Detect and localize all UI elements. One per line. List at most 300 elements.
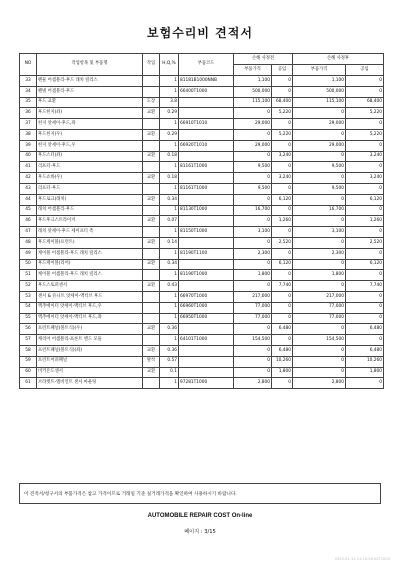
cell-hq: 0.1 (160, 367, 179, 378)
cell-code (179, 367, 234, 378)
cell-no: 46 (20, 216, 37, 227)
cell-item: 래치 앗세이-후드 세이프티 측 (37, 227, 143, 238)
cell-code: 81150T1000 (179, 227, 234, 238)
cell-no: 47 (20, 227, 37, 238)
cell-l2: 0 (346, 248, 384, 259)
cell-hq: 1 (160, 119, 179, 130)
cell-l1: 0 (272, 313, 293, 324)
cell-l1: 0 (272, 76, 293, 87)
header-price-after: 부품가격 (293, 65, 346, 76)
cell-p1: 1,800 (234, 270, 272, 281)
cell-p2: 0 (293, 108, 346, 119)
cell-work (143, 183, 160, 194)
cell-l1: 3,240 (272, 151, 293, 162)
cell-p1: 9,500 (234, 162, 272, 173)
header-after: 손해 사정후 (293, 54, 384, 65)
cell-item: 비키온도센서 (37, 367, 143, 378)
cell-p1: 3,100 (234, 227, 272, 238)
table-row (20, 108, 384, 119)
table-row (20, 291, 384, 302)
cell-hq: 1 (160, 291, 179, 302)
table-row (20, 345, 384, 356)
cell-code (179, 324, 234, 335)
cell-hq: 0.18 (160, 151, 179, 162)
cell-item: 프런트어퍼패널 (37, 356, 143, 367)
cell-work: 교환 (143, 108, 160, 119)
cell-item: 케이블 어셈블리-후드 래치 릴리스 (37, 270, 143, 281)
cell-hq: 1 (160, 378, 179, 389)
cell-item: 케이블 어셈블리-후드 래치 릴리스 (37, 248, 143, 259)
cell-item: 힌지 앗세이-후드,우 (37, 140, 143, 151)
table-row (20, 119, 384, 130)
cell-l2: 0 (346, 227, 384, 238)
cell-p2: 0 (293, 281, 346, 292)
header-no: NO (20, 54, 37, 76)
cell-work: 교환 (143, 129, 160, 140)
cell-code: 81130T1000 (179, 205, 234, 216)
table-row (20, 335, 384, 346)
cell-p1: 0 (234, 108, 272, 119)
cell-l2: 68,400 (346, 97, 384, 108)
cell-work: 탈착 (143, 356, 160, 367)
cell-work: 교환 (143, 173, 160, 184)
cell-l2: 0 (346, 86, 384, 97)
cell-p2: 1,100 (293, 76, 346, 87)
header-price-before: 부품가격 (234, 65, 272, 76)
cell-l2: 0 (346, 291, 384, 302)
cell-code: 64101T1000 (179, 335, 234, 346)
cell-no: 58 (20, 345, 37, 356)
cell-l2: 0 (346, 270, 384, 281)
cell-p2: 0 (293, 356, 346, 367)
cell-p2: 0 (293, 259, 346, 270)
cell-hq: 1 (160, 86, 179, 97)
cell-item: 후드로크(래치) (37, 194, 143, 205)
cell-l1: 0 (272, 335, 293, 346)
cell-hq: 1 (160, 270, 179, 281)
table-row (20, 162, 384, 173)
cell-item: 리프터-후드 (37, 162, 143, 173)
cell-hq: 1 (160, 302, 179, 313)
cell-l1: 7,740 (272, 281, 293, 292)
cell-hq: 0.36 (160, 345, 179, 356)
cell-p2: 1,800 (293, 270, 346, 281)
cell-hq: 1 (160, 313, 179, 324)
cell-code (179, 281, 234, 292)
header-labor-after: 공임 (346, 65, 384, 76)
cell-no: 51 (20, 270, 37, 281)
estimate-table (19, 53, 384, 389)
page-number: 페이지 : 3/15 (184, 529, 216, 535)
cell-l2: 6,480 (346, 345, 384, 356)
cell-hq: 1 (160, 76, 179, 87)
cell-p2: 0 (293, 151, 346, 162)
page-title: 보험수리비 견적서 (147, 26, 253, 40)
cell-p1: 500,000 (234, 86, 272, 97)
cell-work (143, 313, 160, 324)
cell-l2: 1,800 (346, 367, 384, 378)
cell-work: 교환 (143, 367, 160, 378)
cell-item: 액추에이터 앗세이-액티브 후드,우 (37, 302, 143, 313)
cell-l2: 10,260 (346, 356, 384, 367)
header-item: 작업항목 및 부품명 (37, 54, 143, 76)
cell-l1: 6,120 (272, 259, 293, 270)
cell-no: 39 (20, 140, 37, 151)
cell-l1: 0 (272, 86, 293, 97)
cell-hq: 0.34 (160, 259, 179, 270)
table-row (20, 76, 384, 87)
cell-l2: 0 (346, 162, 384, 173)
cell-l2: 6,120 (346, 194, 384, 205)
cell-p1: 0 (234, 173, 272, 184)
cell-l2: 7,740 (346, 281, 384, 292)
cell-item: 펜듈 어셈블리-후드 래치 릴리스 (37, 76, 143, 87)
cell-no: 43 (20, 183, 37, 194)
cell-l2: 0 (346, 335, 384, 346)
cell-p1: 29,000 (234, 119, 272, 130)
cell-code (179, 345, 234, 356)
cell-item: 후드스터(좌) (37, 151, 143, 162)
table-row (20, 227, 384, 238)
cell-no: 40 (20, 151, 37, 162)
cell-p1: 0 (234, 129, 272, 140)
cell-p2: 16,700 (293, 205, 346, 216)
footer-title: AUTOMOBILE REPAIR COST On-line (147, 513, 253, 519)
cell-p1: 115,100 (234, 97, 272, 108)
cell-l1: 5,220 (272, 129, 293, 140)
cell-no: 36 (20, 108, 37, 119)
cell-l2: 5,220 (346, 108, 384, 119)
cell-l1: 0 (272, 248, 293, 259)
cell-l2: 3,240 (346, 173, 384, 184)
cell-p1: 0 (234, 151, 272, 162)
cell-no: 45 (20, 205, 37, 216)
cell-p1: 0 (234, 281, 272, 292)
cell-p1: 77,000 (234, 313, 272, 324)
cell-no: 49 (20, 248, 37, 259)
header-work: 작업 (143, 54, 160, 76)
cell-p2: 2,800 (293, 378, 346, 389)
cell-code: 81190T1000 (179, 270, 234, 281)
cell-work (143, 162, 160, 173)
cell-p1: 0 (234, 345, 272, 356)
cell-no: 33 (20, 76, 37, 87)
cell-no: 34 (20, 86, 37, 97)
table-row (20, 281, 384, 292)
cell-item: 래치 어셈블리-후드 (37, 205, 143, 216)
cell-p2: 115,100 (293, 97, 346, 108)
cell-no: 38 (20, 129, 37, 140)
cell-item: 후드힌지(좌) (37, 108, 143, 119)
cell-no: 59 (20, 356, 37, 367)
header-code: 부품코드 (179, 54, 234, 76)
cell-l1: 6,120 (272, 194, 293, 205)
cell-p2: 29,000 (293, 140, 346, 151)
cell-item: 캐리어 어셈블리-프론트 엔드 모듈 (37, 335, 143, 346)
cell-l2: 2,520 (346, 237, 384, 248)
cell-work: 교환 (143, 151, 160, 162)
cell-l1: 0 (272, 378, 293, 389)
cell-p1: 0 (234, 237, 272, 248)
table-row (20, 86, 384, 97)
cell-l2: 0 (346, 205, 384, 216)
cell-hq: 1 (160, 205, 179, 216)
cell-p1: 9,500 (234, 183, 272, 194)
cell-no: 44 (20, 194, 37, 205)
cell-work (143, 335, 160, 346)
cell-work (143, 270, 160, 281)
cell-no: 52 (20, 281, 37, 292)
cell-l1: 0 (272, 302, 293, 313)
cell-item: 후드스토퍼센서 (37, 281, 143, 292)
cell-l2: 0 (346, 183, 384, 194)
cell-l1: 10,260 (272, 356, 293, 367)
cell-no: 60 (20, 367, 37, 378)
cell-no: 53 (20, 291, 37, 302)
cell-work: 교환 (143, 216, 160, 227)
cell-work (143, 248, 160, 259)
cell-p2: 0 (293, 173, 346, 184)
cell-l1: 0 (272, 270, 293, 281)
cell-hq: 1 (160, 183, 179, 194)
cell-p2: 500,000 (293, 86, 346, 97)
cell-p2: 0 (293, 324, 346, 335)
cell-l2: 3,240 (346, 151, 384, 162)
table-row (20, 237, 384, 248)
cell-p1: 77,000 (234, 302, 272, 313)
cell-no: 55 (20, 313, 37, 324)
cell-work (143, 205, 160, 216)
cell-code (179, 97, 234, 108)
cell-l1: 68,400 (272, 97, 293, 108)
cell-code (179, 194, 234, 205)
cell-item: 프런트패널(볼트식)(좌) (37, 345, 143, 356)
cell-hq: 0.07 (160, 216, 179, 227)
cell-l2: 6,120 (346, 259, 384, 270)
cell-l2: 0 (346, 313, 384, 324)
cell-l1: 0 (272, 291, 293, 302)
cell-work (143, 86, 160, 97)
cell-l1: 1,260 (272, 216, 293, 227)
cell-hq: 1 (160, 162, 179, 173)
cell-work: 교환 (143, 345, 160, 356)
cell-p1: 0 (234, 216, 272, 227)
cell-code (179, 129, 234, 140)
cell-p2: 154,500 (293, 335, 346, 346)
cell-p2: 0 (293, 129, 346, 140)
cell-l1: 3,240 (272, 173, 293, 184)
table-row (20, 183, 384, 194)
cell-hq: 0.14 (160, 237, 179, 248)
cell-p2: 0 (293, 194, 346, 205)
table-row (20, 378, 384, 389)
cell-no: 37 (20, 119, 37, 130)
cell-item: 후드케이블(리어) (37, 259, 143, 270)
header-before: 손해 사정전 (234, 54, 293, 65)
cell-l1: 0 (272, 140, 293, 151)
cell-l1: 0 (272, 205, 293, 216)
cell-work: 교환 (143, 281, 160, 292)
cell-hq: 0.43 (160, 281, 179, 292)
cell-p2: 2,300 (293, 248, 346, 259)
cell-work (143, 302, 160, 313)
cell-no: 35 (20, 97, 37, 108)
cell-work: 교환 (143, 324, 160, 335)
cell-item: 프런트패널(볼트식)(우) (37, 324, 143, 335)
table-row (20, 313, 384, 324)
cell-l2: 0 (346, 302, 384, 313)
table-row (20, 259, 384, 270)
table-row (20, 97, 384, 108)
cell-item: 핸넬 어셈블리-후드 (37, 86, 143, 97)
cell-work: 교환 (143, 237, 160, 248)
cell-no: 61 (20, 378, 37, 389)
cell-p1: 0 (234, 324, 272, 335)
cell-item: 리프터-후드 (37, 183, 143, 194)
cell-p2: 0 (293, 237, 346, 248)
cell-no: 41 (20, 162, 37, 173)
cell-no: 42 (20, 173, 37, 184)
cell-p1: 1,100 (234, 76, 272, 87)
table-row (20, 151, 384, 162)
cell-code (179, 216, 234, 227)
cell-p2: 77,000 (293, 313, 346, 324)
table-row (20, 140, 384, 151)
table-row (20, 129, 384, 140)
cell-l1: 1,800 (272, 367, 293, 378)
cell-no: 57 (20, 335, 37, 346)
cell-item: 힌지 앗세이-후드,좌 (37, 119, 143, 130)
cell-no: 48 (20, 237, 37, 248)
cell-code: 66910T1010 (179, 119, 234, 130)
cell-l2: 1,260 (346, 216, 384, 227)
cell-no: 50 (20, 259, 37, 270)
cell-p2: 9,500 (293, 162, 346, 173)
table-row (20, 194, 384, 205)
cell-p1: 0 (234, 194, 272, 205)
cell-item: 후드 교환 (37, 97, 143, 108)
cell-hq: 0.34 (160, 194, 179, 205)
cell-l1: 0 (272, 227, 293, 238)
cell-l1: 2,520 (272, 237, 293, 248)
cell-l2: 5,220 (346, 129, 384, 140)
cell-code (179, 259, 234, 270)
cell-hq: 1 (160, 140, 179, 151)
cell-item: 후드케이블(프런트) (37, 237, 143, 248)
cell-p2: 29,000 (293, 119, 346, 130)
cell-p2: 0 (293, 367, 346, 378)
cell-hq: 0.18 (160, 173, 179, 184)
cell-hq: 0.36 (160, 324, 179, 335)
cell-work (143, 119, 160, 130)
cell-code (179, 151, 234, 162)
cell-l1: 0 (272, 162, 293, 173)
cell-p2: 0 (293, 216, 346, 227)
cell-p2: 3,100 (293, 227, 346, 238)
table-row (20, 302, 384, 313)
cell-code (179, 237, 234, 248)
cell-code: 66960T1000 (179, 302, 234, 313)
cell-item: 액추에이터 앗세이-액티브 후드,좌 (37, 313, 143, 324)
cell-item: 후드쇼바(우) (37, 173, 143, 184)
cell-code: 81181B1000NNB (179, 76, 234, 87)
cell-hq: 0.29 (160, 108, 179, 119)
table-row (20, 270, 384, 281)
table-row (20, 216, 384, 227)
cell-work (143, 378, 160, 389)
header-hq: H,Q,% (160, 54, 179, 76)
cell-p1: 2,800 (234, 378, 272, 389)
cell-l2: 0 (346, 119, 384, 130)
table-row (20, 367, 384, 378)
cell-p1: 16,700 (234, 205, 272, 216)
cell-p1: 154,500 (234, 335, 272, 346)
cell-code: 81161T1000 (179, 183, 234, 194)
table-row (20, 356, 384, 367)
cell-hq: 1 (160, 227, 179, 238)
cell-l2: 0 (346, 378, 384, 389)
cell-p1: 217,000 (234, 291, 272, 302)
table-row (20, 248, 384, 259)
header-labor-before: 공임 (272, 65, 293, 76)
cell-p1: 0 (234, 367, 272, 378)
cell-code: 81161T1000 (179, 162, 234, 173)
cell-work: 교환 (143, 259, 160, 270)
print-timestamp: 2023-01-13 11:10:58 KST2003 (334, 557, 390, 561)
cell-p2: 217,000 (293, 291, 346, 302)
cell-code: 66920T1010 (179, 140, 234, 151)
cell-l1: 6,480 (272, 345, 293, 356)
cell-l1: 0 (272, 119, 293, 130)
table-row (20, 324, 384, 335)
cell-work (143, 76, 160, 87)
cell-hq: 1 (160, 335, 179, 346)
cell-p1: 0 (234, 356, 272, 367)
cell-code: 66400T1000 (179, 86, 234, 97)
cell-code: 66970T1000 (179, 291, 234, 302)
cell-code: 97281T1000 (179, 378, 234, 389)
table-row (20, 173, 384, 184)
cell-hq: 1 (160, 248, 179, 259)
cell-work (143, 227, 160, 238)
cell-l1: 5,220 (272, 108, 293, 119)
cell-l1: 6,480 (272, 324, 293, 335)
cell-no: 56 (20, 324, 37, 335)
cell-l2: 0 (346, 76, 384, 87)
cell-item: 브라켓트-앰비언트 센서 마운팅 (37, 378, 143, 389)
cell-l1: 0 (272, 183, 293, 194)
cell-code (179, 108, 234, 119)
cell-code: 66950T1000 (179, 313, 234, 324)
cell-p1: 2,300 (234, 248, 272, 259)
cell-p1: 0 (234, 259, 272, 270)
cell-item: 센서 & 유니트 앗세이-액티브 후드 (37, 291, 143, 302)
table-row (20, 205, 384, 216)
cell-hq: 0.57 (160, 356, 179, 367)
cell-l2: 6,480 (346, 324, 384, 335)
cell-item: 후드힌지(우) (37, 129, 143, 140)
price-notice: 이 견적서/청구서의 부품가격은 참고 가격이므로 거래일 기준 실거래가격을 확인하여 사용하시기 바랍니다. (19, 483, 381, 504)
cell-p1: 29,000 (234, 140, 272, 151)
cell-code (179, 173, 234, 184)
cell-work (143, 140, 160, 151)
cell-work: 교환 (143, 194, 160, 205)
cell-p2: 0 (293, 345, 346, 356)
cell-hq: 0.29 (160, 129, 179, 140)
cell-item: 후드후크스트라이커 (37, 216, 143, 227)
cell-work (143, 291, 160, 302)
cell-no: 54 (20, 302, 37, 313)
